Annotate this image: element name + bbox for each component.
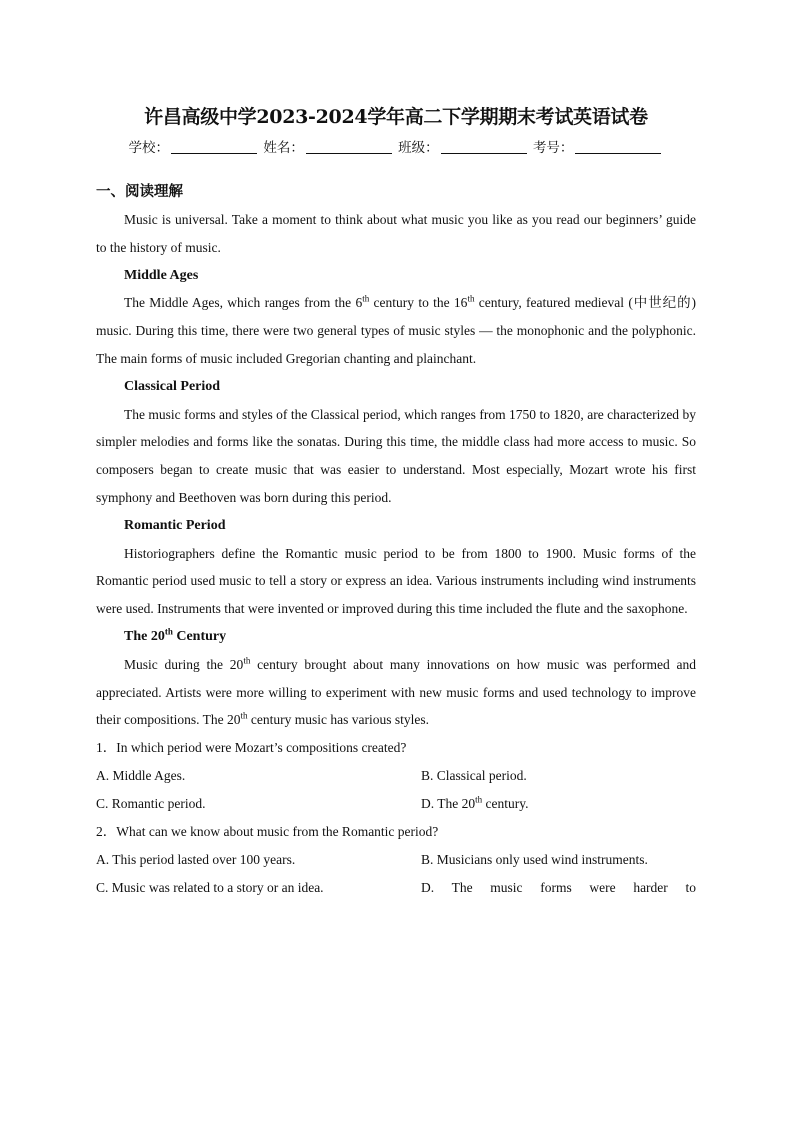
- section-heading: 一、阅读理解: [96, 184, 183, 200]
- class-blank[interactable]: [441, 139, 527, 154]
- classical-paragraph: The music forms and styles of the Classical period, which ranges from 1750 to 1820, are characterized by simpler melodies and forms like the sonatas. During this time, the middle class had more access to music. So composers began to create music that was easier to understand. Most especially, Mozart wrote his first symphony and Beethoven was born during this period.: [96, 406, 696, 505]
- passage-intro: Music is universal. Take a moment to think about what music you like as you read our beginners’ guide to the history of music.: [96, 212, 696, 255]
- twentieth-century-paragraph: Music during the 20th century brought about many innovations on how music was performed and appreciated. Artists were more willing to experiment with new music forms and used technology to improve their compositions. The 20th century music has various styles.: [96, 655, 696, 728]
- question-stem: 1．In which period were Mozart’s compositions created?: [96, 740, 407, 756]
- question-options: [96, 762, 696, 818]
- question-stem: 2．What can we know about music from the Romantic period?: [96, 824, 439, 840]
- middle-ages-paragraph: The Middle Ages, which ranges from the 6th century to the 16th century, featured medieval (中世纪的) music. During this time, there were two general types of music styles — the monophonic and the polyphonic. The main forms of music included Gregorian chanting and plainchant.: [96, 293, 696, 366]
- name-label: 姓名：: [263, 140, 304, 156]
- student-info-line: [96, 136, 696, 156]
- class-label: 班级：: [398, 140, 439, 156]
- option-b[interactable]: B. Musicians only used wind instruments.: [421, 852, 648, 868]
- exam-title: 许昌高级中学2023-2024学年高二下学期期末考试英语试卷: [144, 106, 648, 128]
- school-label: 学校：: [128, 140, 170, 156]
- option-d[interactable]: D. The 20th century.: [421, 794, 529, 812]
- romantic-heading: Romantic Period: [124, 517, 226, 533]
- question-1: [96, 734, 696, 818]
- number-label: 考号：: [532, 140, 574, 156]
- name-blank[interactable]: [306, 139, 392, 154]
- romantic-paragraph: Historiographers define the Romantic music period to be from 1800 to 1900. Music forms of the Romantic period used music to tell a story or express an idea. Various instruments including wind instruments were used. Instruments that were invented or improved during this time included the flute and the saxophone.: [96, 545, 696, 617]
- option-a[interactable]: A. Middle Ages.: [96, 768, 186, 784]
- number-blank[interactable]: [575, 139, 661, 154]
- classical-heading: Classical Period: [124, 378, 221, 394]
- question-options: [96, 846, 696, 902]
- twentieth-century-heading: The 20th Century: [124, 626, 227, 644]
- option-c[interactable]: C. Romantic period.: [96, 796, 206, 812]
- option-b[interactable]: B. Classical period.: [421, 768, 527, 784]
- question-2: [96, 818, 696, 902]
- exam-content: [96, 178, 696, 902]
- middle-ages-heading: Middle Ages: [124, 267, 199, 283]
- school-blank[interactable]: [171, 139, 257, 154]
- option-c[interactable]: C. Music was related to a story or an idea.: [96, 880, 324, 896]
- option-a[interactable]: A. This period lasted over 100 years.: [96, 852, 296, 868]
- option-d[interactable]: D. The music forms were harder to: [421, 880, 696, 896]
